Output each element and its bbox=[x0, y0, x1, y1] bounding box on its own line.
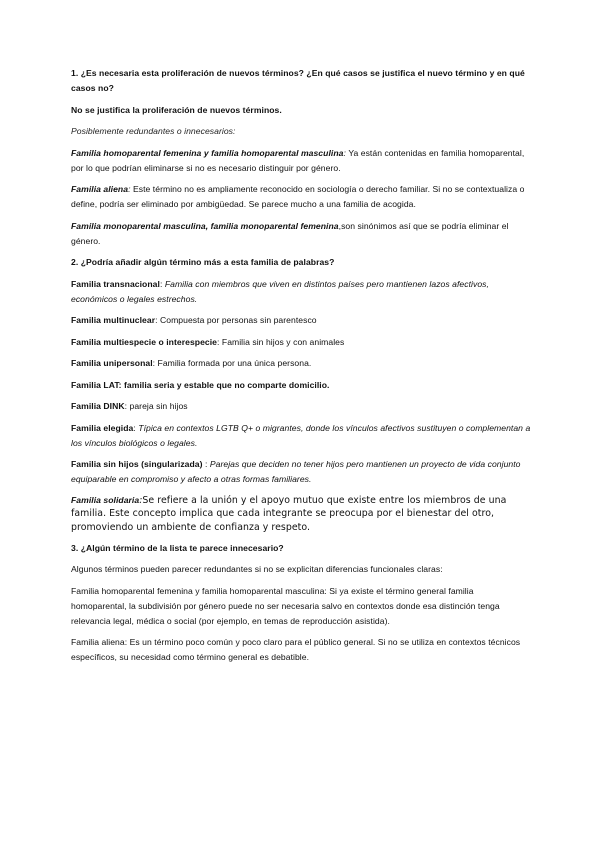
q3-paragraph-aliena: Familia aliena: Es un término poco común y poco claro para el público general. Si no se utiliza en contextos técnicos específicos, su necesidad como término general es debatible. bbox=[71, 637, 521, 662]
q2-item-term: Familia multinuclear bbox=[71, 315, 156, 325]
q2-item-text: pareja sin hijos bbox=[129, 401, 188, 411]
question-1-heading: 1. ¿Es necesaria esta proliferación de nuevos términos? ¿En qué casos se justifica el nuevo término y en qué casos no? bbox=[71, 68, 525, 93]
question-2-heading: 2. ¿Podría añadir algún término más a esta familia de palabras? bbox=[71, 257, 335, 267]
q2-item-separator: : bbox=[139, 494, 143, 506]
q2-item-separator: : bbox=[152, 358, 158, 368]
q2-item-term: Familia solidaria bbox=[71, 494, 140, 505]
q2-item-elegida bbox=[71, 421, 531, 451]
question-1-subtitle: Posiblemente redundantes o innecesarios: bbox=[71, 126, 236, 136]
q1-item-text: Ya están contenidas en familia homoparental, por lo que podrían eliminarse si no es necesario distinguir por género. bbox=[71, 147, 525, 173]
q2-item-text: Se refiere a la unión y el apoyo mutuo que existe entre los miembros de una familia. Este concepto implica que cada integrante se preocupa por el bienestar del otro, promoviendo un ambiente de confianza y respeto. bbox=[71, 494, 507, 533]
q2-item-dink bbox=[71, 399, 531, 414]
q2-item-separator: : bbox=[155, 315, 160, 325]
question-3-intro: Algunos términos pueden parecer redundantes si no se explicitan diferencias funcionales claras: bbox=[71, 564, 443, 574]
question-3-heading: 3. ¿Algún término de la lista te parece innecesario? bbox=[71, 542, 284, 553]
q2-item-unipersonal bbox=[71, 356, 531, 371]
q2-item-lat bbox=[71, 378, 531, 393]
q2-item-term: Familia elegida bbox=[71, 422, 134, 433]
q2-item-sin-hijos bbox=[71, 457, 531, 487]
q1-item-monoparental bbox=[71, 219, 531, 249]
q1-item-separator: , bbox=[338, 220, 342, 231]
q2-item-text: Familia con miembros que viven en distintos países pero mantienen lazos afectivos, económicos o legales estrechos. bbox=[71, 278, 489, 304]
q2-item-multinuclear bbox=[71, 313, 531, 328]
q2-item-term: Familia sin hijos (singularizada) bbox=[71, 459, 205, 469]
q1-item-separator: : bbox=[343, 147, 349, 158]
q1-item-term: Familia homoparental femenina y familia homoparental masculina bbox=[71, 147, 344, 158]
q2-item-term: Familia transnacional bbox=[71, 278, 160, 289]
document-content bbox=[71, 66, 531, 672]
q1-item-term: Familia aliena bbox=[71, 184, 129, 194]
q2-item-text: Parejas que deciden no tener hijos pero mantienen un proyecto de vida conjunto equiparable en compromiso y afecto a otras formas familiares. bbox=[71, 459, 521, 484]
q2-item-separator: : bbox=[204, 459, 210, 469]
q2-item-solidaria bbox=[71, 494, 531, 535]
q2-item-transnacional bbox=[71, 277, 531, 307]
q2-item-text: Típica en contextos LGTB Q+ o migrantes, donde los vínculos afectivos sustituyen o complementan a los vínculos biológicos o legales. bbox=[71, 422, 531, 448]
q2-item-separator: : bbox=[159, 278, 165, 289]
q1-item-homoparental bbox=[71, 146, 531, 176]
q1-item-term: Familia monoparental masculina, familia monoparental femenina bbox=[71, 220, 339, 231]
q2-item-separator: : bbox=[124, 401, 130, 411]
q1-item-text: son sinónimos así que se podría eliminar el género. bbox=[71, 220, 509, 246]
q2-item-text: Compuesta por personas sin parentesco bbox=[160, 315, 317, 325]
q2-item-term: Familia unipersonal bbox=[71, 358, 153, 368]
q2-item-separator: : bbox=[217, 336, 222, 347]
q2-item-text: Familia formada por una única persona. bbox=[157, 358, 312, 368]
q2-item-text: Familia sin hijos y con animales bbox=[221, 336, 345, 347]
q2-item-separator: : bbox=[133, 422, 139, 433]
q2-item-multiespecie bbox=[71, 335, 531, 350]
q2-item-term: Familia LAT: familia seria y estable que no comparte domicilio. bbox=[71, 379, 330, 390]
q1-item-text: Este término no es ampliamente reconocido en sociología o derecho familiar. Si no se contextualiza o define, podría ser eliminado por ambigüedad. Se parece mucho a una familia de acogida. bbox=[71, 184, 525, 209]
q2-item-term: Familia DINK bbox=[71, 401, 125, 411]
question-1-answer: No se justifica la proliferación de nuevos términos. bbox=[71, 104, 282, 115]
q1-item-aliena bbox=[71, 182, 531, 212]
q1-item-separator: : bbox=[128, 184, 133, 194]
q3-paragraph-homoparental: Familia homoparental femenina y familia homoparental masculina: Si ya existe el término general familia homoparental, la subdivisión por género puede no ser necesaria salvo en contextos donde esa distinción tenga relevancia legal, médica o social (por ejemplo, en temas de reproducción asistida). bbox=[71, 585, 500, 626]
q2-item-term: Familia multiespecie o interespecie bbox=[71, 336, 217, 347]
